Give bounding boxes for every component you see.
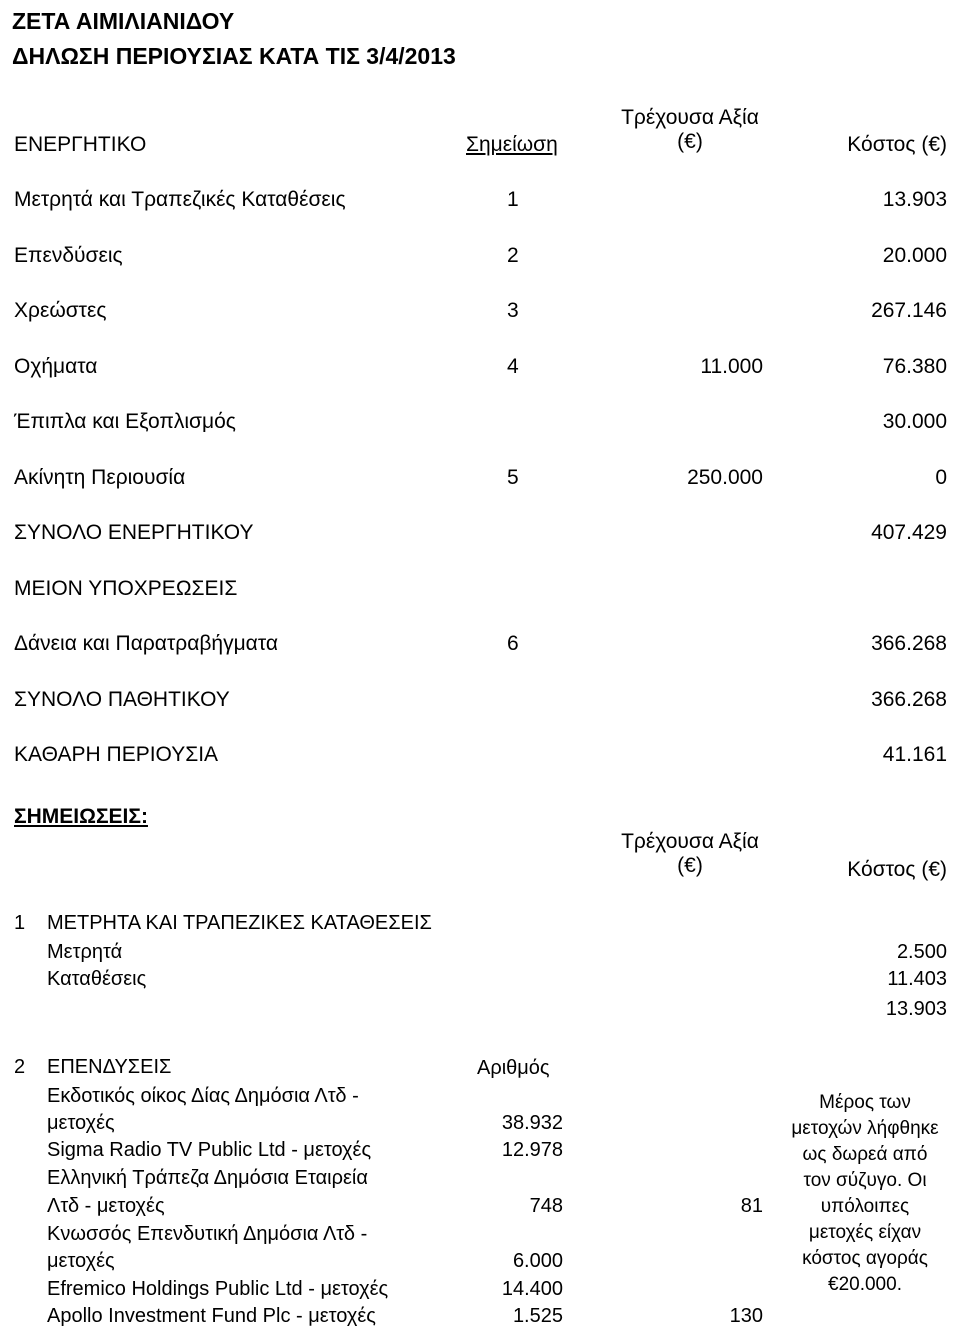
notes-heading: ΣΗΜΕΙΩΣΕΙΣ: [14, 805, 148, 828]
investment-name-continued: Λτδ - μετοχές [47, 1195, 165, 1217]
note1-number: 1 [14, 912, 26, 934]
balance-row-label: ΚΑΘΑΡΗ ΠΕΡΙΟΥΣΙΑ [14, 743, 219, 766]
balance-row-note: 4 [507, 355, 519, 378]
balance-row-note: 3 [507, 299, 519, 322]
notes-column-header-current-value: Τρέχουσα Αξία (€) [621, 830, 759, 877]
balance-row-cost: 0 [935, 466, 947, 489]
note2-title: ΕΠΕΝΔΥΣΕΙΣ [47, 1056, 172, 1078]
investment-name: Κνωσσός Επενδυτική Δημόσια Λτδ - [47, 1223, 368, 1245]
balance-row-cost: 30.000 [882, 410, 947, 433]
investment-name: Sigma Radio TV Public Ltd - μετοχές [47, 1139, 372, 1161]
balance-row-current-value: 11.000 [700, 355, 763, 378]
investments-side-note: Μέρος των μετοχών λήφθηκε ως δωρεά από τον σύζυγο. Οι υπόλοιπες μετοχές είχαν κόστος αγοράς €20.000. [791, 1092, 939, 1295]
investment-current-value: 81 [740, 1195, 763, 1217]
assets-section-label: ΕΝΕΡΓΗΤΙΚΟ [14, 133, 147, 156]
column-header-current-value: Τρέχουσα Αξία (€) [621, 106, 759, 153]
balance-row-label: Οχήματα [14, 355, 98, 378]
balance-row-cost: 407.429 [871, 521, 947, 544]
balance-row-label: Επενδύσεις [14, 244, 123, 267]
investment-quantity: 38.932 [501, 1112, 563, 1134]
balance-row-label: ΣΥΝΟΛΟ ΕΝΕΡΓΗΤΙΚΟΥ [14, 521, 254, 544]
document-owner: ΖΕΤΑ ΑΙΜΙΛΙΑΝΙΔΟΥ [12, 8, 235, 34]
balance-row-label: Ακίνητη Περιουσία [14, 466, 186, 489]
balance-row-label: Μετρητά και Τραπεζικές Καταθέσεις [14, 188, 346, 211]
column-header-cost: Κόστος (€) [847, 133, 947, 156]
balance-row-label: Χρεώστες [14, 299, 107, 322]
balance-row-cost: 20.000 [882, 244, 947, 267]
note1-item-label: Καταθέσεις [47, 968, 147, 990]
balance-row-cost: 267.146 [871, 299, 947, 322]
balance-row-note: 1 [507, 188, 519, 211]
investment-name: Efremico Holdings Public Ltd - μετοχές [47, 1278, 389, 1300]
note1-item-label: Μετρητά [47, 941, 123, 963]
investment-quantity: 6.000 [512, 1250, 563, 1272]
note1-item-cost: 11.403 [887, 968, 947, 990]
note1-item-cost: 2.500 [896, 941, 947, 963]
note1-title: ΜΕΤΡΗΤΑ ΚΑΙ ΤΡΑΠΕΖΙΚΕΣ ΚΑΤΑΘΕΣΕΙΣ [47, 912, 432, 934]
balance-row-label: Έπιπλα και Εξοπλισμός [14, 410, 236, 433]
balance-row-note: 5 [507, 466, 519, 489]
investment-quantity: 14.400 [501, 1278, 563, 1300]
investment-name-continued: μετοχές [47, 1112, 115, 1134]
balance-row-current-value: 250.000 [687, 466, 763, 489]
balance-row-note: 6 [507, 632, 519, 655]
balance-row-cost: 76.380 [882, 355, 947, 378]
investment-current-value: 130 [729, 1305, 763, 1327]
balance-row-cost: 366.268 [871, 688, 947, 711]
investment-quantity: 12.978 [501, 1139, 563, 1161]
note2-column-header-quantity: Αριθμός [477, 1057, 550, 1079]
document-subtitle: ΔΗΛΩΣΗ ΠΕΡΙΟΥΣΙΑΣ ΚΑΤΑ ΤΙΣ 3/4/2013 [12, 43, 456, 69]
balance-row-label: ΣΥΝΟΛΟ ΠΑΘΗΤΙΚΟΥ [14, 688, 230, 711]
investment-name: Apollo Investment Fund Plc - μετοχές [47, 1305, 376, 1327]
balance-row-cost: 366.268 [871, 632, 947, 655]
investment-name-continued: μετοχές [47, 1250, 115, 1272]
balance-row-label: Δάνεια και Παρατραβήγματα [14, 632, 278, 655]
balance-row-cost: 41.161 [882, 743, 947, 766]
note1-total: 13.903 [885, 998, 947, 1020]
notes-column-header-cost: Κόστος (€) [847, 858, 947, 881]
balance-row-label: ΜΕΙΟΝ ΥΠΟΧΡΕΩΣΕΙΣ [14, 577, 238, 600]
investment-name: Εκδοτικός οίκος Δίας Δημόσια Λτδ - [47, 1085, 359, 1107]
balance-row-note: 2 [507, 244, 519, 267]
balance-row-cost: 13.903 [882, 188, 947, 211]
investment-quantity: 1.525 [512, 1305, 563, 1327]
column-header-note: Σημείωση [466, 133, 558, 156]
investment-name: Ελληνική Τράπεζα Δημόσια Εταιρεία [47, 1167, 368, 1189]
note2-number: 2 [14, 1056, 26, 1078]
investment-quantity: 748 [529, 1195, 563, 1217]
